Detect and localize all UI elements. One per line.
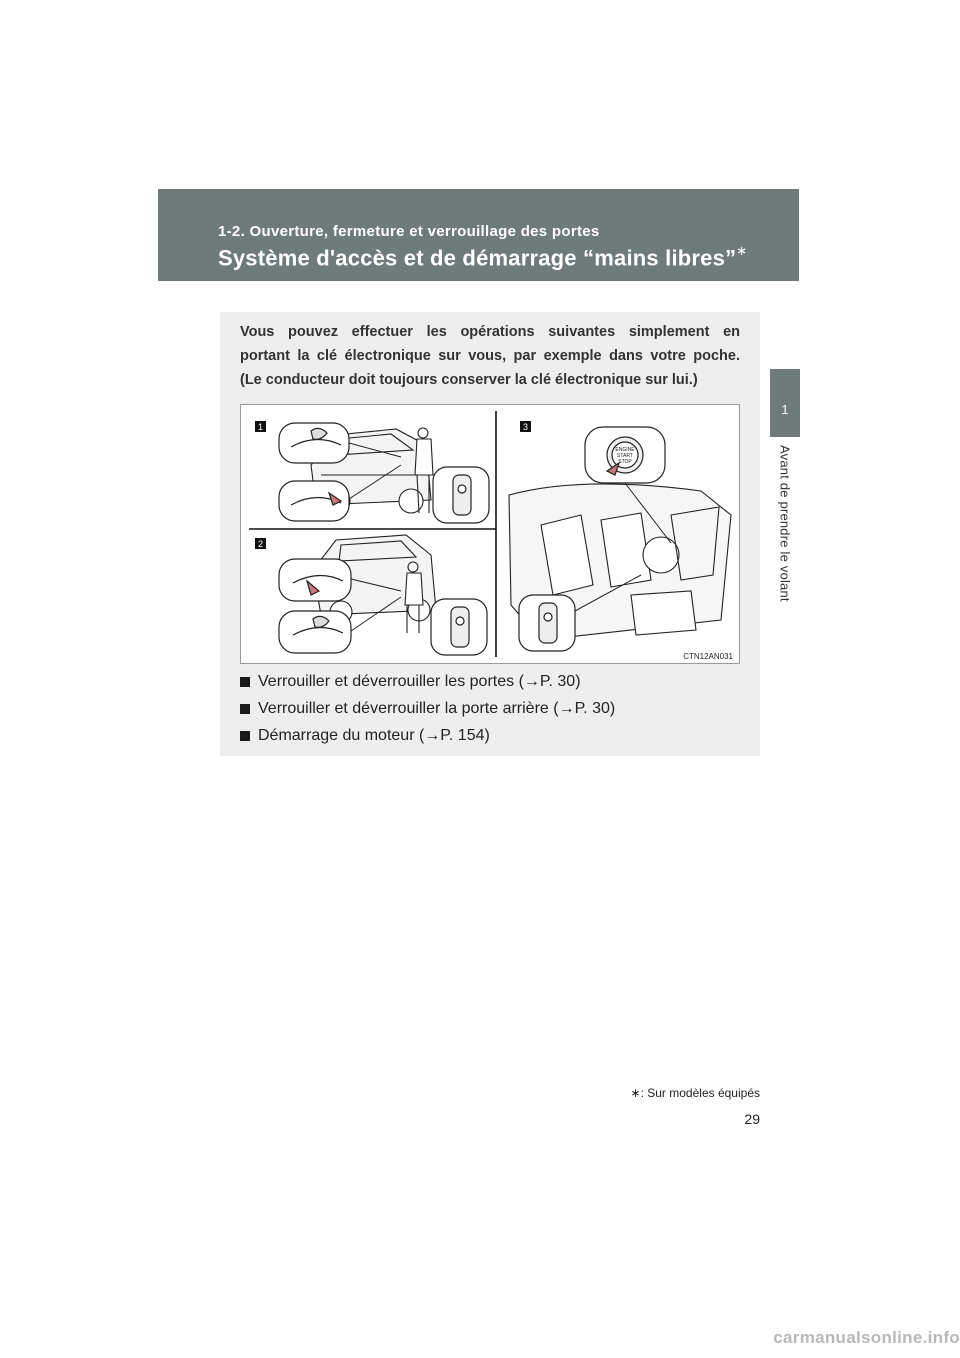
chapter-label: Avant de prendre le volant (777, 445, 793, 602)
footnote: ∗: Sur modèles équipés (630, 1086, 760, 1100)
item-2-text: Verrouiller et déverrouiller la porte arrière (→P. 30) (258, 699, 616, 717)
list-item (240, 668, 615, 695)
panel-3-key-inset (519, 595, 575, 651)
intro-paragraph (240, 320, 740, 392)
panel-2-lower-handle-inset (279, 611, 351, 653)
chapter-number: 1 (781, 402, 789, 417)
panel-2-upper-handle-inset (279, 559, 351, 601)
intro-line-1: Vous pouvez effectuer les opérations suivantes simplement en (240, 324, 740, 340)
operations-list (240, 668, 615, 749)
panel-1-upper-handle-inset (279, 423, 349, 463)
watermark[interactable]: carmanualsonline.info (773, 1328, 960, 1347)
chapter-tab (770, 369, 800, 437)
list-item (240, 695, 615, 722)
start-button-text-2: START (617, 453, 633, 459)
callout-3-label: 3 (522, 422, 529, 432)
list-item (240, 722, 615, 749)
callout-1-label: 1 (257, 422, 264, 432)
intro-line-3: (Le conducteur doit toujours conserver la clé électronique sur lui.) (240, 372, 698, 388)
smart-key-illustration (240, 404, 740, 664)
header-band (158, 189, 799, 281)
item-3-text: Démarrage du moteur (→P. 154) (258, 726, 490, 744)
page-number: 29 (744, 1111, 760, 1127)
item-2-marker (240, 704, 250, 714)
panel-1-lower-handle-inset (279, 481, 349, 521)
figure-code: CTN12AN031 (683, 652, 733, 661)
page-title-text: Système d'accès et de démarrage “mains libres” (218, 245, 737, 271)
callout-2-label: 2 (257, 539, 264, 549)
start-button-text-1: ENGINE (615, 447, 635, 453)
item-1-marker (240, 677, 250, 687)
start-button-text-3: STOP (618, 459, 632, 465)
illustration-drawing (241, 405, 741, 665)
panel-2-key-inset (431, 599, 487, 655)
item-1-text: Verrouiller et déverrouiller les portes (→P. 30) (258, 672, 581, 690)
item-3-marker (240, 731, 250, 741)
section-title: 1-2. Ouverture, fermeture et verrouillage des portes (218, 223, 600, 240)
info-box (220, 312, 760, 756)
page-title (218, 245, 747, 271)
intro-line-2: portant la clé électronique sur vous, par exemple dans votre poche. (240, 348, 740, 364)
chapter-label-container (770, 445, 800, 615)
title-footnote-marker: ∗ (736, 243, 748, 258)
panel-2-person (405, 562, 423, 633)
panel-1-key-inset (433, 467, 489, 523)
